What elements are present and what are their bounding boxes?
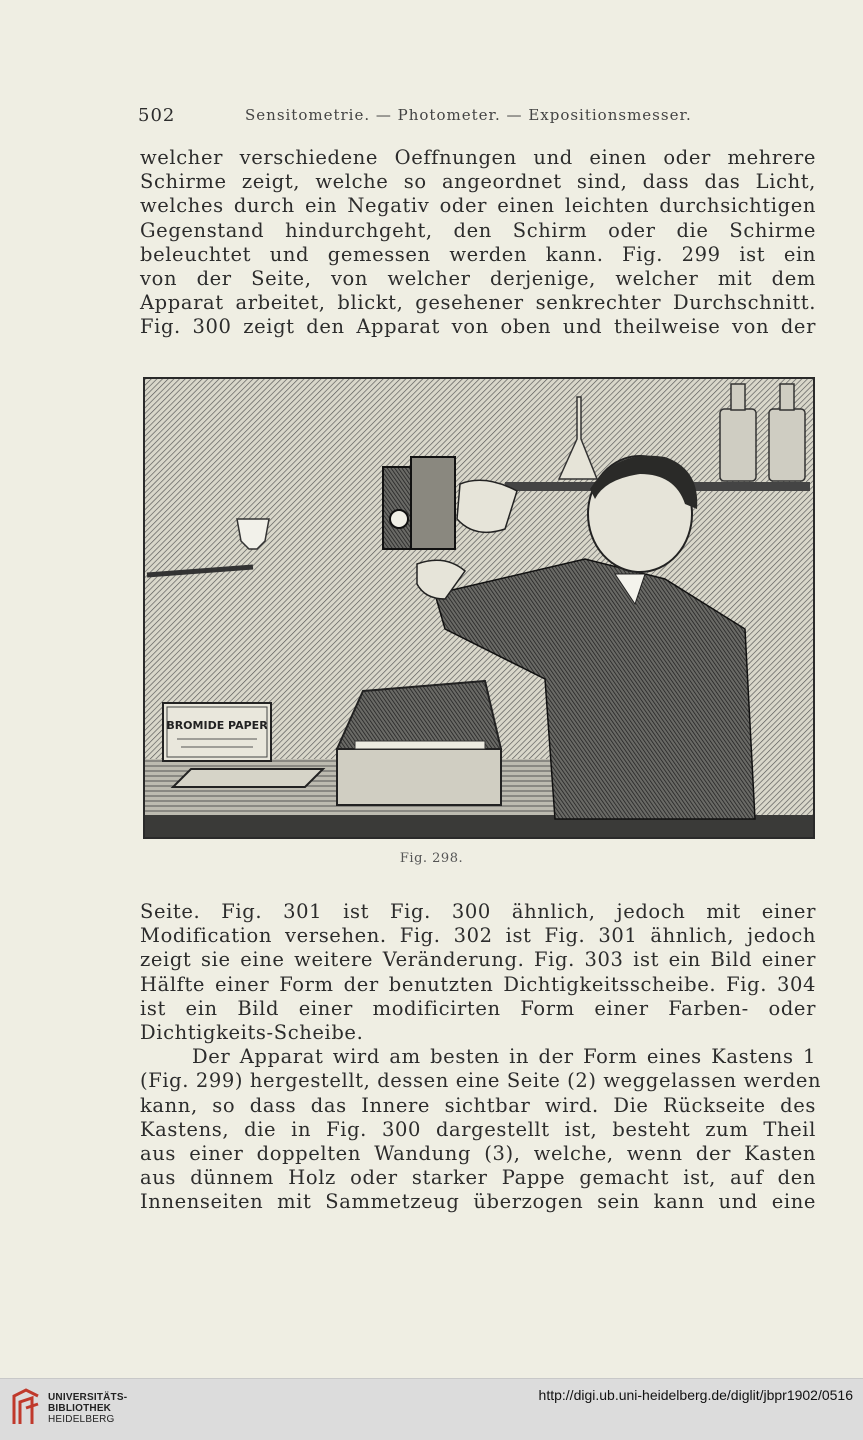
text-line: Kastens, die in Fig. 300 dargestellt ist, besteht zum Theil — [140, 1117, 816, 1141]
running-header — [138, 105, 818, 131]
text-line: welcher verschiedene Oeffnungen und einen oder mehrere — [140, 146, 816, 169]
page-number: 502 — [138, 105, 176, 126]
camera-apparatus — [383, 457, 455, 549]
printing-box — [337, 681, 501, 805]
text-line: kann, so dass das Innere sichtbar wird. Die Rückseite des — [140, 1093, 816, 1117]
bottle-left-neck — [731, 384, 745, 410]
tray — [173, 769, 323, 787]
text-line: von der Seite, von welcher derjenige, welcher mit dem — [140, 267, 816, 291]
text-line: zeigt sie eine weitere Veränderung. Fig. 303 ist ein Bild einer — [140, 948, 816, 972]
text-line: Modification versehen. Fig. 302 ist Fig. 301 ähnlich, jedoch — [140, 924, 816, 948]
text-line: Hälfte einer Form der benutzten Dichtigkeitsscheibe. Fig. 304 — [140, 972, 816, 996]
text-line: welches durch ein Negativ oder einen leichten durchsichtigen — [140, 194, 816, 218]
bottle-left — [720, 409, 756, 481]
text-line: ist ein Bild einer modificirten Form einer Farben- oder — [140, 996, 816, 1020]
text-line: Seite. Fig. 301 ist Fig. 300 ähnlich, jedoch mit einer — [140, 900, 816, 923]
text-line: aus dünnem Holz oder starker Pappe gemacht ist, auf den — [140, 1166, 816, 1190]
library-name — [48, 1392, 127, 1425]
text-line: Innenseiten mit Sammetzeug überzogen sein kann und eine — [140, 1190, 816, 1214]
text-line: aus einer doppelten Wandung (3), welche, wenn der Kasten — [140, 1142, 816, 1166]
bromide-paper-box — [163, 703, 271, 761]
text-line: Schirme zeigt, welche so angeordnet sind, dass das Licht, — [140, 170, 816, 194]
text-line: Apparat arbeitet, blickt, gesehener senkrechter Durchschnitt. — [140, 291, 816, 315]
library-line-2: BIBLIOTHEK — [48, 1403, 112, 1414]
text-line: (Fig. 299) hergestellt, dessen eine Seite (2) weggelassen werden — [140, 1069, 822, 1093]
paragraph-2 — [140, 900, 822, 1215]
running-title: Sensitometrie. — Photometer. — Expositionsmesser. — [245, 106, 692, 124]
text-line: beleuchtet und gemessen werden kann. Fig. 299 ist ein — [140, 242, 816, 266]
text-line: Gegenstand hindurchgeht, den Schirm oder die Schirme — [140, 218, 816, 242]
box-label: BROMIDE PAPER — [166, 719, 268, 732]
bottle-right — [769, 409, 805, 481]
figure-caption: Fig. 298. — [399, 851, 464, 866]
bottle-right-neck — [780, 384, 794, 410]
source-url-link[interactable]: http://digi.ub.uni-heidelberg.de/diglit/jbpr1902/0516 — [538, 1387, 853, 1403]
library-line-3: HEIDELBERG — [48, 1414, 115, 1425]
figure-298-engraving — [143, 377, 815, 839]
library-footer — [0, 1378, 863, 1440]
text-line: Fig. 300 zeigt den Apparat von oben und theilweise von der — [140, 315, 816, 339]
library-logo-icon — [10, 1388, 42, 1426]
text-line: Dichtigkeits-Scheibe. — [140, 1021, 364, 1045]
text-line: Der Apparat wird am besten in der Form eines Kastens 1 — [192, 1045, 816, 1069]
library-line-1: UNIVERSITÄTS- — [48, 1392, 128, 1403]
paragraph-1 — [140, 146, 816, 340]
